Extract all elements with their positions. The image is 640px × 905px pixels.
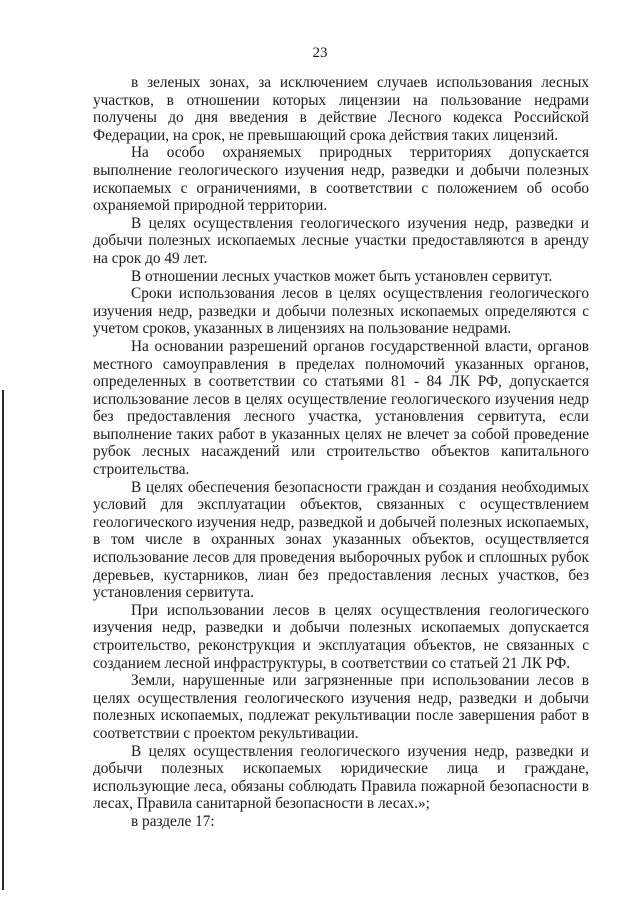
paragraph-5: Сроки использования лесов в целях осуществления геологического изучения недр, разведки и добычи полезных ископаемых определяются с учетом сроков, указанных в лицензиях на пользование недрами. <box>93 285 589 338</box>
page-number: 23 <box>312 45 328 61</box>
paragraph-3: В целях осуществления геологического изучения недр, разведки и добычи полезных ископаемых лесные участки предоставляются в аренду на срок до 49 лет. <box>93 214 589 267</box>
paragraph-7: В целях обеспечения безопасности граждан и создания необходимых условий для эксплуатации объектов, связанных с осуществлением геологического изучения недр, разведкой и добычей полезных ископаемых, в том числе в охранных зонах указанных объектов, осуществляется использование лесов для проведения выборочных рубок и сплошных рубок деревьев, кустарников, лиан без предоставления лесных участков, без установления сервитута. <box>93 478 589 602</box>
paragraph-8: При использовании лесов в целях осуществления геологического изучения недр, разведки и добычи полезных ископаемых допускается строительство, реконструкция и эксплуатация объектов, не связанных с созданием лесной инфраструктуры, в соответствии со статьей 21 ЛК РФ. <box>93 601 589 672</box>
paragraph-9: Земли, нарушенные или загрязненные при использовании лесов в целях осуществления геологического изучения недр, разведки и добычи полезных ископаемых, подлежат рекультивации после завершения работ в соответствии с проектом рекультивации. <box>93 672 589 742</box>
paragraph-2: На особо охраняемых природных территориях допускается выполнение геологического изучения недр, разведки и добычи полезных ископаемых с ограничениями, в соответствии с положением об особо охраняемой природной территории. <box>93 144 589 215</box>
document-body <box>93 74 589 831</box>
paragraph-4: В отношении лесных участков может быть установлен сервитут. <box>131 267 553 285</box>
paragraph-11: в разделе 17: <box>131 812 215 830</box>
paragraph-1: в зеленых зонах, за исключением случаев использования лесных участков, в отношении которых лицензии на пользование недрами получены до дня введения в действие Лесного кодекса Российской Федерации, на срок, не превышающий срока действия таких лицензий. <box>93 74 589 144</box>
scan-edge-line <box>2 390 4 890</box>
paragraph-6: На основании разрешений органов государственной власти, органов местного самоуправления в пределах полномочий указанных органов, определенных в соответствии со статьями 81 - 84 ЛК РФ, допускается использование лесов в целях осуществление геологического изучения недр без предоставления лесного участка, установления сервитута, если выполнение таких работ в указанных целях не влечет за собой проведение рубок лесных насаждений или строительство объектов капитального строительства. <box>93 337 589 479</box>
paragraph-10: В целях осуществления геологического изучения недр, разведки и добычи полезных ископаемых юридические лица и граждане, использующие леса, обязаны соблюдать Правила пожарной безопасности в лесах, Правила санитарной безопасности в лесах.»; <box>93 742 589 813</box>
